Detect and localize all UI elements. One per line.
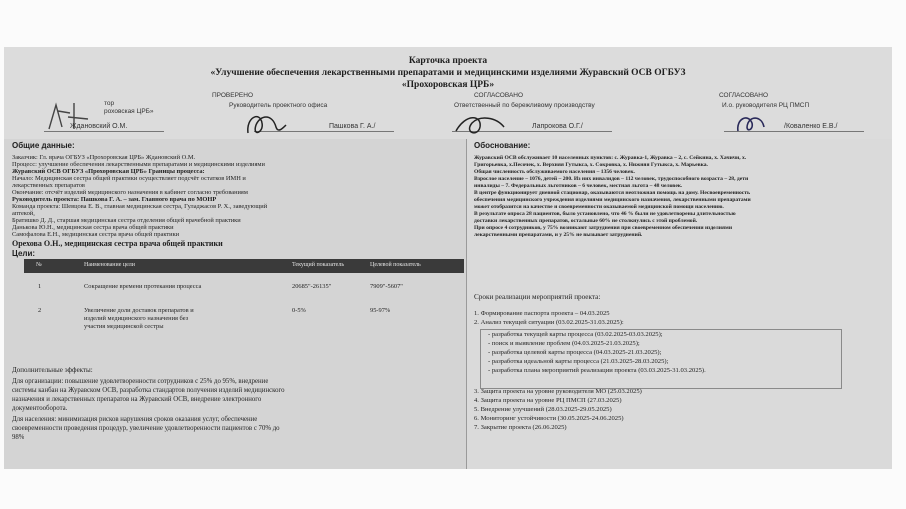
general-line-team-4: Данькова Ю.Н., медицинская сестра врача общей практики <box>12 224 174 231</box>
signature-2-name: Пашкова Г. А./ <box>329 123 376 130</box>
goals-row-2-name-l2: изделий медицинского назначения без <box>84 315 189 322</box>
goals-row-1-num: 1 <box>38 283 42 290</box>
rationale-line-1: Журавский ОСВ обслуживает 10 населенных пунктов: с. Журавка-1, Журавка – 2, с. Сейкина, х. Хачичи, х. <box>474 155 747 161</box>
goals-col-current: Текущий показатель <box>292 262 345 268</box>
rationale-panel <box>466 139 892 469</box>
signature-4-scribble <box>732 111 772 137</box>
card-title: Карточка проекта <box>408 56 488 66</box>
goals-col-num: № <box>36 262 42 268</box>
signature-4-status: СОГЛАСОВАНО <box>719 92 769 99</box>
general-line-leader: Руководитель проекта: Пашкова Г. А. – зам. Главного врача по МОНР <box>12 196 217 203</box>
timeline-subitem-4: - разработка идеальной карты процесса (21.03.2025-28.03.2025); <box>488 358 669 365</box>
timeline-heading: Сроки реализации мероприятий проекта: <box>474 293 601 301</box>
signature-3-name: Лапрокова О.Г./ <box>532 123 583 130</box>
signature-1-name: Ждановский О.М. <box>70 123 128 130</box>
card-subtitle-line2: «Прохоровская ЦРБ» <box>401 80 495 90</box>
general-line-process: Процесс: улучшение обеспечения лекарственными препаратами и медицинскими изделиями <box>12 161 265 168</box>
general-line-start: Начало: Медицинская сестра общей практики осуществляет подсчёт остатков ИМН и <box>12 175 246 182</box>
timeline-subitem-1: - разработка текущей карты процесса (03.02.2025-03.03.2025); <box>488 331 663 338</box>
rationale-line-12: лекарственными препаратами, и у 25% не вызывает затруднений. <box>474 232 643 238</box>
goals-row-2-name-l1: Увеличение доли доставок препаратов и <box>84 307 194 314</box>
timeline-subitem-3: - разработка целевой карты процесса (04.03.2025-21.03.2025); <box>488 349 662 356</box>
rationale-line-4: Взрослое население – 1076, детей – 200. Из них инвалидов – 112 человек, трудоспособного возраста – 28, дети <box>474 176 749 182</box>
effects-line-6: своевременности проведения процедур, увеличение удовлетворенности пациентов с 70% до <box>12 425 280 432</box>
rationale-line-10: доставки лекарственных препаратов, остальные 60% не столкнулись с этой проблемой. <box>474 218 698 224</box>
effects-line-2: системы канбан на Журавском ОСВ, разработка стандартов получения изделий медицинского <box>12 387 285 394</box>
panel-divider <box>466 139 467 469</box>
signature-2-status: ПРОВЕРЕНО <box>212 92 254 99</box>
effects-heading: Дополнительные эффекты: <box>12 367 93 374</box>
general-line-end: Окончание: отсчёт изделий медицинского назначения в кабинет согласно требованиям <box>12 189 248 196</box>
general-line-customer: Заказчик: Гл. врача ОГБУЗ «Прохоровская ЦРБ» Ждановский О.М. <box>12 154 196 161</box>
effects-line-5: Для населения: минимизация рисков нарушения сроков оказания услуг, обеспечение <box>12 416 258 423</box>
rationale-line-11: При опросе 4 сотрудников, у 75% возникают затруднения при своевременном обеспечении изделиями <box>474 225 733 231</box>
goals-col-name: Наименование цели <box>84 262 135 268</box>
signature-1-role-line1: тор <box>104 100 115 107</box>
rationale-line-8: может отобразится на качестве и своевременности оказываемой медицинской помощи населению. <box>474 204 724 210</box>
goals-row-1-current: 20685"-26135" <box>292 283 332 290</box>
goals-table-header <box>24 259 464 273</box>
timeline-item-4: 4. Защита проекта на уровне РЦ ПМСП (27.03.2025) <box>474 397 622 404</box>
general-line-team-3: Братишко Д. Д., старшая медицинская сестра отделения общей врачебной практики <box>12 217 241 224</box>
general-line-start-2: лекарственных препаратов <box>12 182 85 189</box>
signature-2-scribble <box>242 107 292 139</box>
general-heading: Общие данные: <box>12 141 75 150</box>
rationale-line-5: инвалиды – 7. Федеральных льготников – 6 человек, местная льгота – 48 человек. <box>474 183 683 189</box>
signature-2-role: Руководитель проектного офиса <box>229 102 328 109</box>
goals-row-1-name: Сокращение времени протекания процесса <box>84 283 202 290</box>
signature-4-role: И.о. руководителя РЦ ПМСП <box>722 102 810 109</box>
timeline-item-1: 1. Формирование паспорта проекта – 04.03.2025 <box>474 310 610 317</box>
signature-3-status: СОГЛАСОВАНО <box>474 92 524 99</box>
effects-line-3: назначения и лекарственных препаратов на Журавский ОСВ, внедрение электронного <box>12 396 262 403</box>
effects-line-7: 98% <box>12 434 25 441</box>
timeline-item-3: 3. Защита проекта на уровне руководителя МО (25.03.2025) <box>474 388 642 395</box>
signature-1-role-line2: роховская ЦРБ» <box>104 108 154 115</box>
signature-3-role: Ответственный по бережливому производству <box>454 102 595 109</box>
general-data-panel <box>4 139 466 469</box>
goals-table <box>24 259 464 339</box>
rationale-line-3: Общая численность обслуживаемого населения – 1356 человек. <box>474 169 635 175</box>
goals-label: Цели: <box>12 249 36 258</box>
rationale-line-9: В результате опроса 28 пациентов, было установлено, что 46 % были не удовлетворены длительностью <box>474 211 736 217</box>
goals-row-2-target: 95-97% <box>370 307 391 314</box>
general-line-team-5: Самофалова Е.Н., медицинская сестра врача общей практики <box>12 231 180 238</box>
signature-4-name: /Коваленко Е.В./ <box>784 123 838 130</box>
goals-row-2-num: 2 <box>38 307 42 314</box>
general-line-team: Команда проекта: Шевцова Е. В., главная медицинская сестра, Гуладжасов Р. Х., заведующий <box>12 203 268 210</box>
goals-row-1-target: 7909"-5607" <box>370 283 403 290</box>
signature-3-scribble <box>452 109 512 139</box>
goals-col-target: Целевой показатель <box>370 262 421 268</box>
rationale-line-6: В центре функционирует дневной стационар, оказываются неотложная помощь на дому. Несвоевременность <box>474 190 750 196</box>
effects-line-4: документооборота. <box>12 405 68 412</box>
timeline-item-7: 7. Закрытие проекта (26.06.2025) <box>474 424 567 431</box>
timeline-item-5: 5. Внедрение улучшений (28.03.2025-29.05.2025) <box>474 406 612 413</box>
rationale-heading: Обоснование: <box>474 141 531 150</box>
timeline-subitem-2: - поиск и выявление проблем (04.03.2025-21.03.2025); <box>488 340 640 347</box>
general-line-team-2: аптекой, <box>12 210 35 217</box>
card-subtitle-line1: «Улучшение обеспечения лекарственными препаратами и медицинскими изделиями Журавский ОСВ ОГБУЗ <box>210 68 686 78</box>
project-card-sheet <box>4 47 892 469</box>
goals-row-2-current: 0-5% <box>292 307 306 314</box>
timeline-item-2: 2. Анализ текущей ситуации (03.02.2025-31.03.2025): <box>474 319 624 326</box>
rationale-line-7: обеспечения медицинского учреждения изделиями медицинского назначения, лекарственными препаратами <box>474 197 751 203</box>
signature-1-scribble <box>44 99 104 133</box>
general-line-process-2: Журавский ОСВ ОГБУЗ «Прохоровская ЦРБ» Границы процесса: <box>12 168 205 175</box>
goals-row-2-name-l3: участия медицинской сестры <box>84 323 164 330</box>
timeline-subitem-5: - разработка плана мероприятий реализации проекта (03.03.2025-31.03.2025). <box>488 367 706 374</box>
timeline-item-6: 6. Мониторинг устойчивости (30.05.2025-24.06.2025) <box>474 415 624 422</box>
effects-line-1: Для организации: повышение удовлетворенности сотрудников с 25% до 95%, внедрение <box>12 378 269 385</box>
general-line-team-6: Орехова О.Н., медицинская сестра врача общей практики <box>12 239 223 248</box>
rationale-line-2: Григорьевка, х.Песочек, х. Верхняя Гутыкса, х. Сокровка, х. Нижняя Гутыкса, х. Марьевка. <box>474 162 708 168</box>
